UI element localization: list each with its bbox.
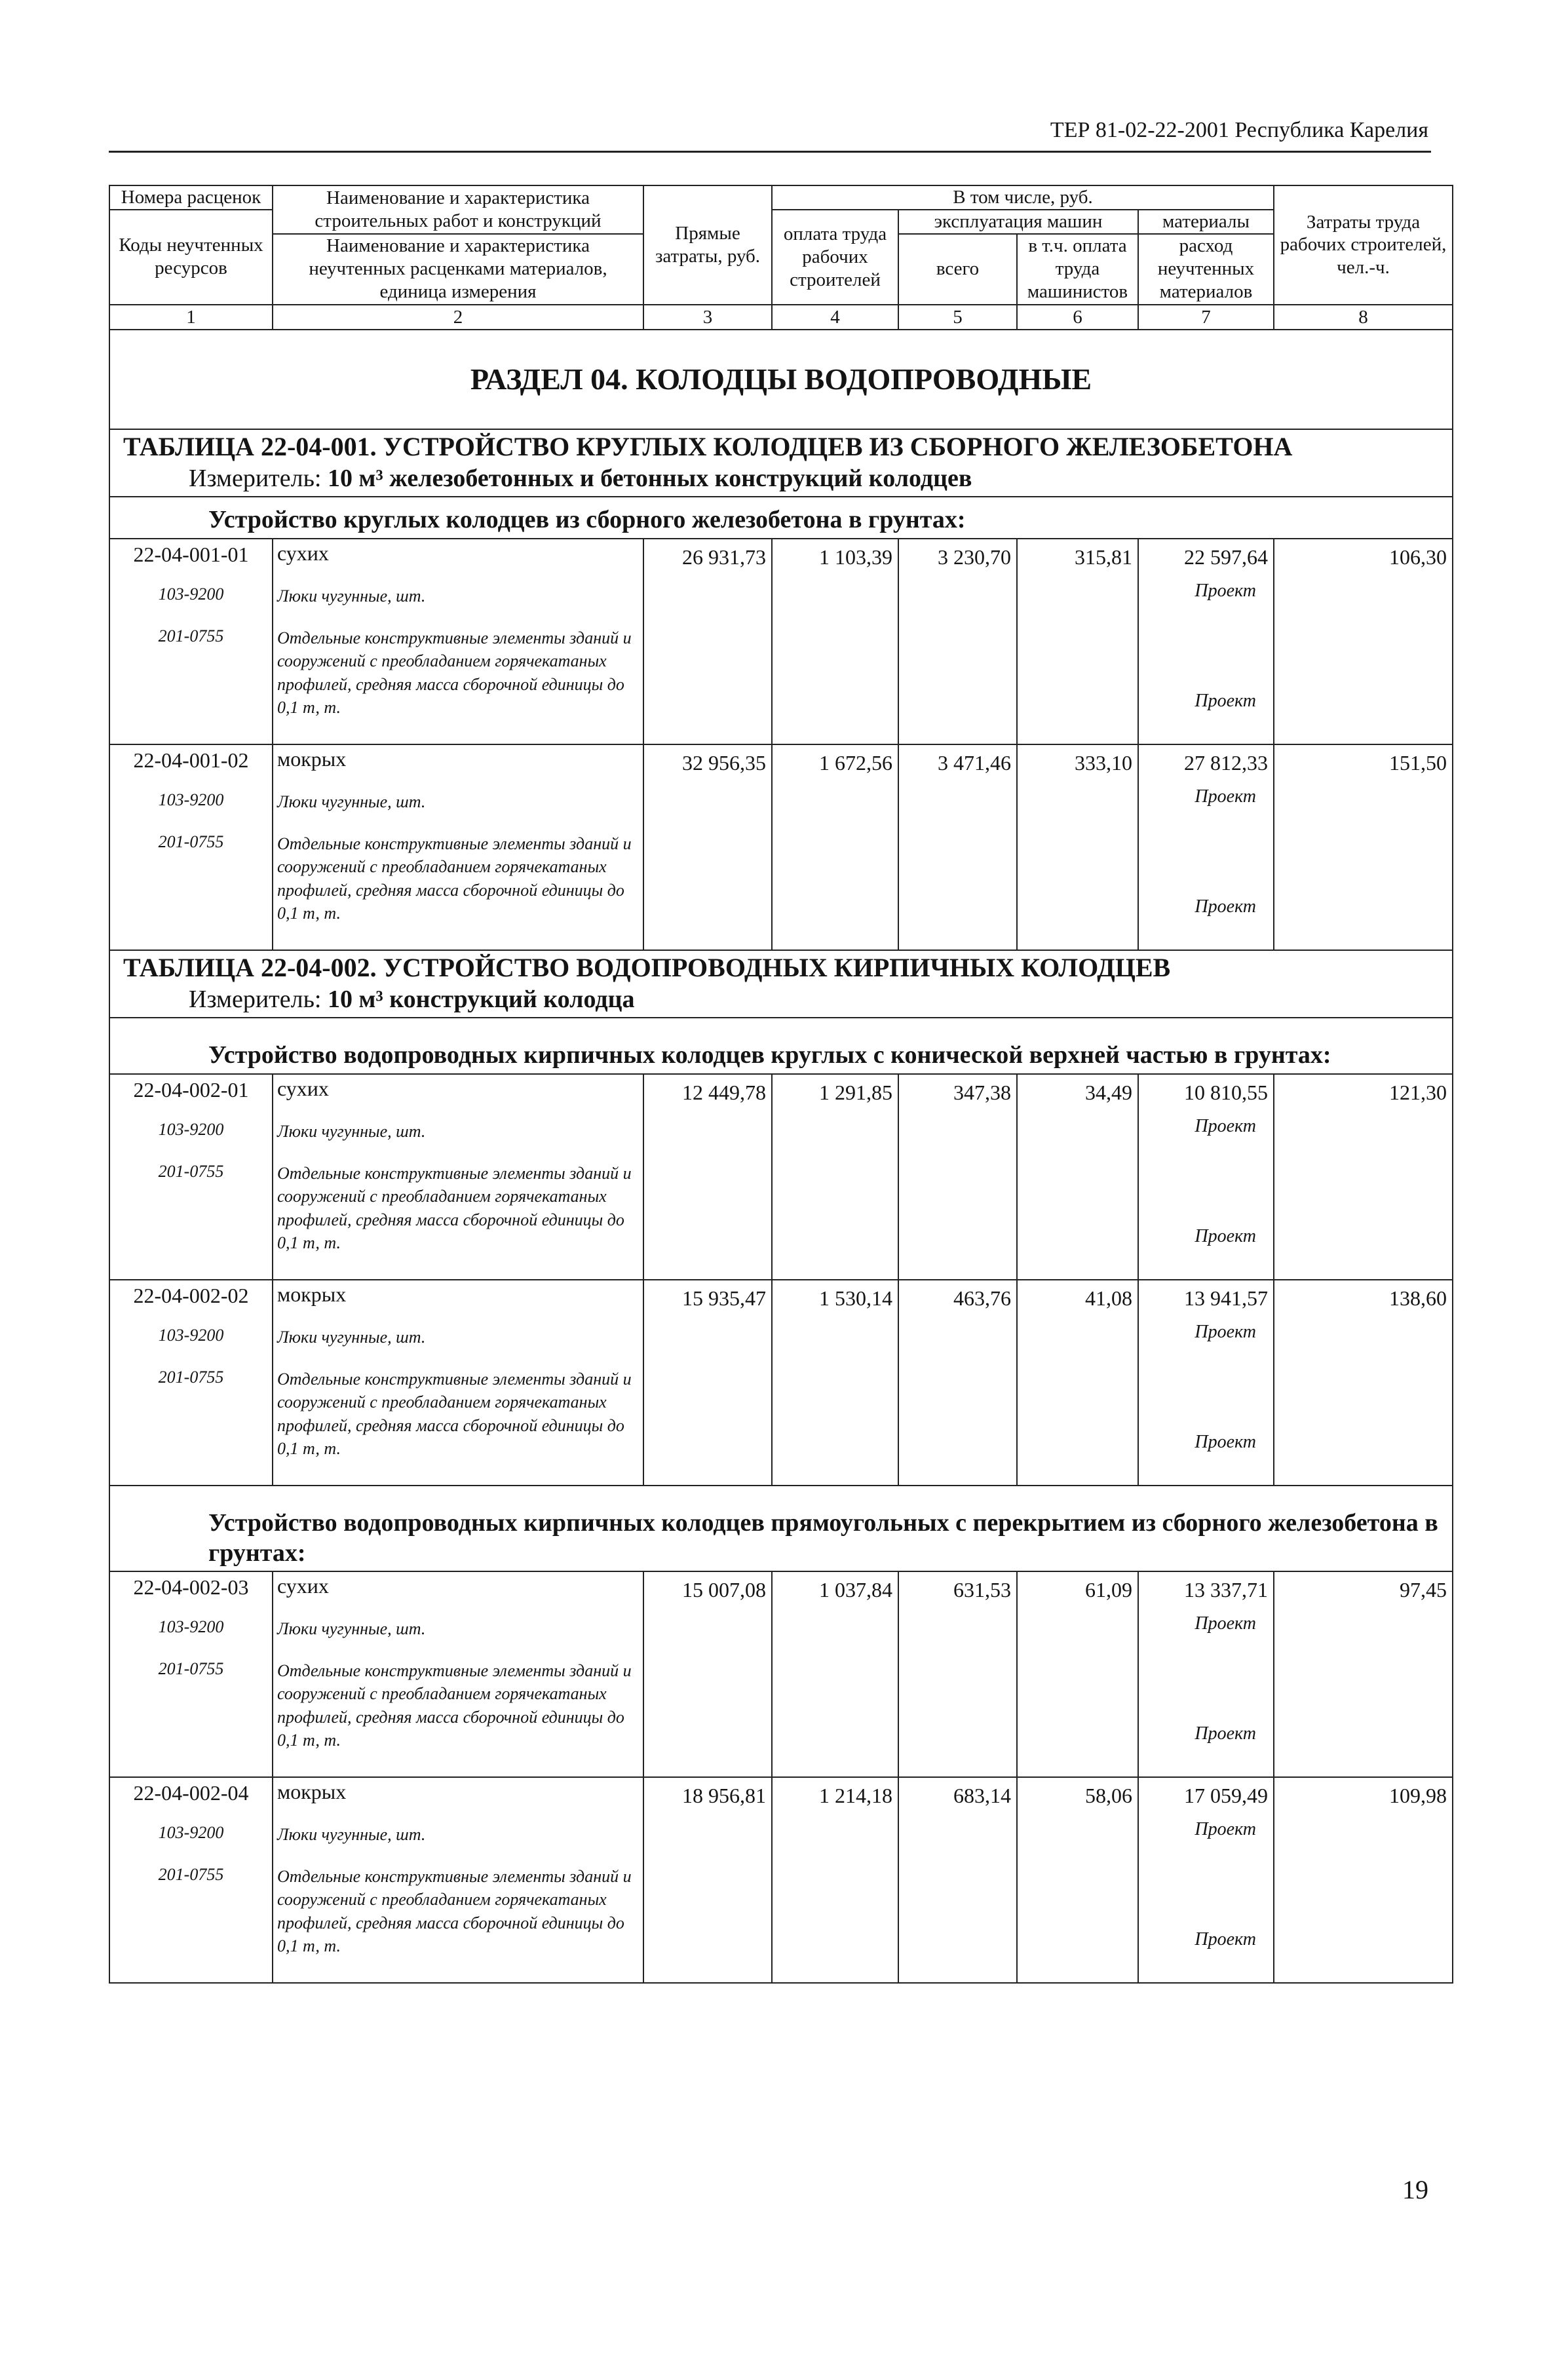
header-rule [109, 151, 1431, 153]
materials-cost: 13 337,71 [1138, 1571, 1274, 1613]
resource-name: Люки чугунные, шт. [273, 1819, 643, 1861]
resource-value: Проект [1138, 828, 1274, 950]
rate-code: 22-04-001-01 [109, 539, 273, 581]
resource-value: Проект [1138, 1158, 1274, 1280]
resource-name: Люки чугунные, шт. [273, 1116, 643, 1158]
resource-name: Отдельные конструктивные элементы зданий и сооружений с преобладанием горячекатаных профилей, средняя масса сборочной единицы до 0,1 т, т. [273, 1364, 643, 1486]
labor-pay: 1 530,14 [772, 1280, 898, 1322]
machine-labor: 58,06 [1017, 1777, 1138, 1819]
labor-pay: 1 672,56 [772, 744, 898, 786]
machine-labor: 61,09 [1017, 1571, 1138, 1613]
direct-costs: 32 956,35 [643, 744, 772, 786]
machine-total: 683,14 [898, 1777, 1017, 1819]
machine-labor: 34,49 [1017, 1074, 1138, 1116]
col-number: 4 [772, 305, 898, 330]
table-header [109, 185, 1453, 330]
resource-name: Люки чугунные, шт. [273, 1322, 643, 1364]
labor-hours: 151,50 [1274, 744, 1453, 786]
section-title: РАЗДЕЛ 04. КОЛОДЦЫ ВОДОПРОВОДНЫЕ [109, 330, 1453, 429]
table-heading [109, 950, 1453, 1018]
measure-label: Измеритель: [189, 985, 328, 1013]
resource-value: Проект [1138, 1613, 1274, 1655]
work-name: мокрых [273, 744, 643, 786]
resource-name: Отдельные конструктивные элементы зданий и сооружений с преобладанием горячекатаных профилей, средняя масса сборочной единицы до 0,1 т, т. [273, 1655, 643, 1777]
labor-hours: 97,45 [1274, 1571, 1453, 1613]
resource-value: Проект [1138, 1861, 1274, 1983]
labor-pay: 1 291,85 [772, 1074, 898, 1116]
work-name: сухих [273, 1074, 643, 1116]
labor-hours: 109,98 [1274, 1777, 1453, 1819]
machine-total: 631,53 [898, 1571, 1017, 1613]
resource-name: Люки чугунные, шт. [273, 1613, 643, 1655]
col-number: 1 [109, 305, 273, 330]
direct-costs: 26 931,73 [643, 539, 772, 581]
col6-header: в т.ч. оплата труда машинистов [1017, 234, 1138, 305]
col-number: 3 [643, 305, 772, 330]
subheading: Устройство круглых колодцев из сборного железобетона в грунтах: [109, 497, 1453, 539]
labor-pay: 1 037,84 [772, 1571, 898, 1613]
col1-top: Номера расценок [109, 185, 273, 210]
resource-code: 103-9200 [109, 1819, 273, 1861]
materials-cost: 13 941,57 [1138, 1280, 1274, 1322]
materials-cost: 10 810,55 [1138, 1074, 1274, 1116]
labor-hours: 106,30 [1274, 539, 1453, 581]
resource-code: 103-9200 [109, 786, 273, 828]
work-name: мокрых [273, 1777, 643, 1819]
resource-code: 201-0755 [109, 1158, 273, 1280]
measure-value: 10 м³ конструкций колодца [328, 985, 635, 1013]
col7-header: расход неучтенных материалов [1138, 234, 1274, 305]
resource-name: Отдельные конструктивные элементы зданий и сооружений с преобладанием горячекатаных профилей, средняя масса сборочной единицы до 0,1 т, т. [273, 623, 643, 744]
resource-name: Люки чугунные, шт. [273, 581, 643, 623]
resource-value: Проект [1138, 1819, 1274, 1861]
col-number: 8 [1274, 305, 1453, 330]
column-numbers [109, 305, 1453, 330]
table-title: ТАБЛИЦА 22-04-001. УСТРОЙСТВО КРУГЛЫХ КОЛОДЦЕВ ИЗ СБОРНОГО ЖЕЛЕЗОБЕТОНА [123, 432, 1293, 462]
work-name: мокрых [273, 1280, 643, 1322]
measure-line [189, 986, 1445, 1014]
table-heading [109, 429, 1453, 497]
rate-code: 22-04-002-04 [109, 1777, 273, 1819]
resource-code: 103-9200 [109, 1613, 273, 1655]
resource-name: Отдельные конструктивные элементы зданий и сооружений с преобладанием горячекатаных профилей, средняя масса сборочной единицы до 0,1 т, т. [273, 1861, 643, 1983]
machines-header: эксплуатация машин [898, 210, 1138, 234]
rate-code: 22-04-002-03 [109, 1571, 273, 1613]
machine-total: 347,38 [898, 1074, 1017, 1116]
document-code: ТЕР 81-02-22-2001 Республика Карелия [1050, 118, 1428, 142]
col-number: 6 [1017, 305, 1138, 330]
measure-value: 10 м³ железобетонных и бетонных конструкций колодцев [328, 464, 972, 492]
resource-code: 201-0755 [109, 1861, 273, 1983]
page-number: 19 [1402, 2175, 1428, 2204]
machine-labor: 41,08 [1017, 1280, 1138, 1322]
labor-pay: 1 214,18 [772, 1777, 898, 1819]
resource-value: Проект [1138, 1364, 1274, 1486]
resource-code: 201-0755 [109, 1655, 273, 1777]
resource-name: Люки чугунные, шт. [273, 786, 643, 828]
resource-code: 201-0755 [109, 1364, 273, 1486]
resource-value: Проект [1138, 581, 1274, 623]
direct-costs: 12 449,78 [643, 1074, 772, 1116]
labor-hours: 121,30 [1274, 1074, 1453, 1116]
rates-table [109, 185, 1453, 1984]
table-body [109, 330, 1453, 1983]
group-header: В том числе, руб. [772, 185, 1274, 210]
materials-cost: 27 812,33 [1138, 744, 1274, 786]
direct-costs: 15 935,47 [643, 1280, 772, 1322]
col1-bottom: Коды неучтенных ресурсов [109, 210, 273, 305]
direct-costs: 18 956,81 [643, 1777, 772, 1819]
direct-costs: 15 007,08 [643, 1571, 772, 1613]
rate-code: 22-04-002-02 [109, 1280, 273, 1322]
resource-code: 103-9200 [109, 581, 273, 623]
machine-total: 463,76 [898, 1280, 1017, 1322]
subheading: Устройство водопроводных кирпичных колодцев прямоугольных с перекрытием из сборного железобетона в грунтах: [109, 1486, 1453, 1571]
measure-line [189, 465, 1445, 493]
resource-value: Проект [1138, 1655, 1274, 1777]
col-number: 5 [898, 305, 1017, 330]
resource-code: 103-9200 [109, 1116, 273, 1158]
machine-total: 3 471,46 [898, 744, 1017, 786]
subheading: Устройство водопроводных кирпичных колодцев круглых с конической верхней частью в грунтах: [109, 1018, 1453, 1074]
materials-header: материалы [1138, 210, 1274, 234]
machine-labor: 315,81 [1017, 539, 1138, 581]
resource-name: Отдельные конструктивные элементы зданий и сооружений с преобладанием горячекатаных профилей, средняя масса сборочной единицы до 0,1 т, т. [273, 1158, 643, 1280]
col8-header: Затраты труда рабочих строителей, чел.-ч. [1274, 185, 1453, 305]
resource-value: Проект [1138, 786, 1274, 828]
resource-value: Проект [1138, 1322, 1274, 1364]
resource-value: Проект [1138, 623, 1274, 744]
rate-code: 22-04-001-02 [109, 744, 273, 786]
resource-code: 201-0755 [109, 828, 273, 950]
labor-pay: 1 103,39 [772, 539, 898, 581]
measure-label: Измеритель: [189, 464, 328, 492]
rate-code: 22-04-002-01 [109, 1074, 273, 1116]
col2-top: Наименование и характеристика строительных работ и конструкций [273, 185, 643, 234]
labor-hours: 138,60 [1274, 1280, 1453, 1322]
col3-header: Прямые затраты, руб. [643, 185, 772, 305]
col5-header: всего [898, 234, 1017, 305]
col-number: 2 [273, 305, 643, 330]
resource-code: 201-0755 [109, 623, 273, 744]
resource-name: Отдельные конструктивные элементы зданий и сооружений с преобладанием горячекатаных профилей, средняя масса сборочной единицы до 0,1 т, т. [273, 828, 643, 950]
materials-cost: 17 059,49 [1138, 1777, 1274, 1819]
col-number: 7 [1138, 305, 1274, 330]
col4-header: оплата труда рабочих строителей [772, 210, 898, 305]
machine-labor: 333,10 [1017, 744, 1138, 786]
materials-cost: 22 597,64 [1138, 539, 1274, 581]
resource-value: Проект [1138, 1116, 1274, 1158]
col2-bottom: Наименование и характеристика неучтенных расценками материалов, единица измерения [273, 234, 643, 305]
work-name: сухих [273, 1571, 643, 1613]
resource-code: 103-9200 [109, 1322, 273, 1364]
table-title: ТАБЛИЦА 22-04-002. УСТРОЙСТВО ВОДОПРОВОДНЫХ КИРПИЧНЫХ КОЛОДЦЕВ [123, 953, 1171, 982]
work-name: сухих [273, 539, 643, 581]
machine-total: 3 230,70 [898, 539, 1017, 581]
